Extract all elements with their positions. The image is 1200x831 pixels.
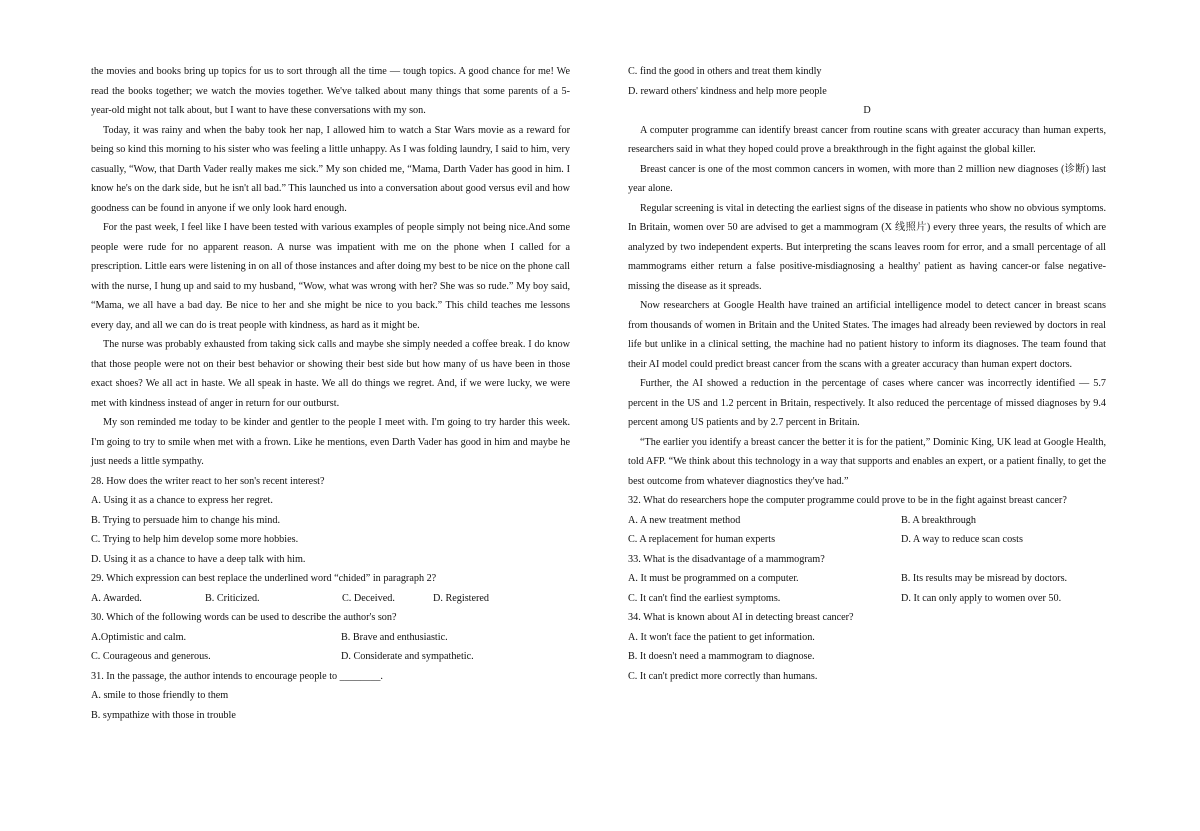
question-31-option-c: C. find the good in others and treat them kindly <box>628 66 822 77</box>
question-31-option-d: D. reward others' kindness and help more people <box>628 85 827 97</box>
question-28-option-a: A. Using it as a chance to express her regret. <box>91 495 273 506</box>
question-34-option-c: C. It can't predict more correctly than humans. <box>628 670 818 682</box>
question-33-option-d: D. It can only apply to women over 50. <box>901 592 1062 604</box>
question-30-option-c: C. Courageous and generous. <box>91 651 211 662</box>
question-28-option-d: D. Using it as a chance to have a deep talk with him. <box>91 553 306 565</box>
passage-c-paragraph-1: the movies and books bring up topics for us to sort through all the time — tough topics. A good chance for me! We read the books together; we watch the movies together. We've talked about many things that some parents of a 5-year-old might not talk about, but I want to have these conversations with my son. <box>91 66 570 116</box>
question-34-option-b: B. It doesn't need a mammogram to diagnose. <box>628 651 815 662</box>
right-column <box>628 62 1106 686</box>
question-33-option-c: C. It can't find the earliest symptoms. <box>628 592 781 604</box>
question-31-stem: 31. In the passage, the author intends to encourage people to ________. <box>91 670 383 682</box>
section-d-heading: D <box>863 105 871 116</box>
question-33-option-b: B. Its results may be misread by doctors. <box>901 573 1068 584</box>
passage-c-paragraph-2: Today, it was rainy and when the baby took her nap, I allowed him to watch a Star Wars movie as a reward for being so kind this morning to his sister who was feeling a little unhappy. As I was folding laundry, I said to him, very casually, “Wow, that Darth Vader really makes me sick.” My son chided me, “Mama, Darth Vader has good in him. I know he's on the dark side, but he isn't all bad.” This launched us into a conversation about good versus evil and how goodness can be found in anyone if we only look hard enough. <box>91 124 570 214</box>
passage-d-paragraph-5: Further, the AI showed a reduction in the percentage of cases where cancer was incorrectly identified — 5.7 percent in the US and 1.2 percent in Britain, respectively. It also reduced the percentage of missed diagnoses by 9.4 percent among US patients and by 2.7 percent in Britain. <box>628 378 1106 428</box>
passage-d-paragraph-1: A computer programme can identify breast cancer from routine scans with greater accuracy than human experts, researchers said in what they hoped could prove a breakthrough in the fight against the global killer. <box>628 124 1106 155</box>
question-32-option-c: C. A replacement for human experts <box>628 534 776 545</box>
question-30-option-a: A.Optimistic and calm. <box>91 631 187 643</box>
question-32-options <box>628 511 1106 550</box>
question-28-option-b: B. Trying to persuade him to change his mind. <box>91 514 281 526</box>
question-31-option-a: A. smile to those friendly to them <box>91 690 229 701</box>
passage-d-paragraph-6: “The earlier you identify a breast cancer the better it is for the patient,” Dominic King, UK lead at Google Health, told AFP. “We think about this technology in a way that supports and enables an expert, or a patient finally, to get the best outcome from whatever diagnostics they've had.” <box>628 436 1106 487</box>
passage-d-paragraph-3: Regular screening is vital in detecting the earliest signs of the disease in patients who show no obvious symptoms. In Britain, women over 50 are advised to get a mammogram (X 线照片) every three years, the results of which are analyzed by two independent experts. But interpreting the scans leaves room for error, and a small percentage of all mammograms either return a false positive-misdiagnosing a healthy' patient as having cancer-or false negative-missing the disease as it spreads. <box>628 202 1106 292</box>
question-29-option-c: C. Deceived. <box>342 592 395 604</box>
passage-c-paragraph-3: For the past week, I feel like I have been tested with various examples of people simply not being nice.And some people were rude for no apparent reason. A nurse was impatient with me on the phone when I called for a prescription. Little ears were listening in on all of those instances and after doing my best to be nice on the phone call with the nurse, I hung up and said to my husband, “Wow, what was wrong with her? She was so rude.” My boy said, “Mama, we all have a bad day. Be nice to her and she might be nice to you back.” This child teaches me lessons every day, and all we can do is treat people with kindness, as hard as it might be. <box>91 222 570 331</box>
question-30-option-d: D. Considerate and sympathetic. <box>341 651 474 662</box>
question-30-stem: 30. Which of the following words can be used to describe the author's son? <box>91 612 397 623</box>
question-31-option-b: B. sympathize with those in trouble <box>91 709 236 721</box>
passage-c-paragraph-4: The nurse was probably exhausted from taking sick calls and maybe she simply needed a coffee break. I do know that those people were not on their best behavior or showing their best side but how many of us have been in those exact shoes? We all act in haste. We all speak in haste. We all do things we regret. And, if we were lucky, we were met with kindness instead of anger in return for our outburst. <box>91 339 570 409</box>
question-29-stem: 29. Which expression can best replace the underlined word “chided” in paragraph 2? <box>91 573 437 584</box>
question-32-option-d: D. A way to reduce scan costs <box>901 534 1023 545</box>
question-32-option-b: B. A breakthrough <box>901 514 976 526</box>
passage-d-paragraph-4: Now researchers at Google Health have trained an artificial intelligence model to detect cancer in breast scans from thousands of women in Britain and the United States. The images had already been reviewed by doctors in real life but unlike in a clinical setting, the machine had no patient history to inform its diagnoses. The team found that their AI model could predict breast cancer from the scans with a greater accuracy than human expert doctors. <box>628 300 1106 370</box>
left-column <box>91 62 570 725</box>
question-33-stem: 33. What is the disadvantage of a mammogram? <box>628 553 825 565</box>
question-30-option-b: B. Brave and enthusiastic. <box>341 631 448 643</box>
question-30-options <box>91 628 570 667</box>
question-33-option-a: A. It must be programmed on a computer. <box>628 573 799 584</box>
question-34-option-a: A. It won't face the patient to get information. <box>628 631 815 643</box>
question-33-options <box>628 569 1106 608</box>
question-28-stem: 28. How does the writer react to her son's recent interest? <box>91 475 325 487</box>
passage-c-paragraph-5: My son reminded me today to be kinder and gentler to the people I meet with. I'm going to try harder this week. I'm going to try to smile when met with a frown. Like he mentions, even Darth Vader has good in him and maybe he just needs a little sympathy. <box>91 417 570 467</box>
question-32-option-a: A. A new treatment method <box>628 514 741 526</box>
question-29-option-d: D. Registered <box>433 592 490 604</box>
question-28-option-c: C. Trying to help him develop some more hobbies. <box>91 534 299 545</box>
question-29-option-b: B. Criticized. <box>205 592 260 604</box>
passage-d-paragraph-2: Breast cancer is one of the most common cancers in women, with more than 2 million new diagnoses (诊断) last year alone. <box>628 163 1106 194</box>
question-34-stem: 34. What is known about AI in detecting breast cancer? <box>628 612 854 623</box>
question-29-option-a: A. Awarded. <box>91 592 142 604</box>
question-29-options <box>91 589 570 609</box>
question-32-stem: 32. What do researchers hope the computer programme could prove to be in the fight against breast cancer? <box>628 495 1067 506</box>
